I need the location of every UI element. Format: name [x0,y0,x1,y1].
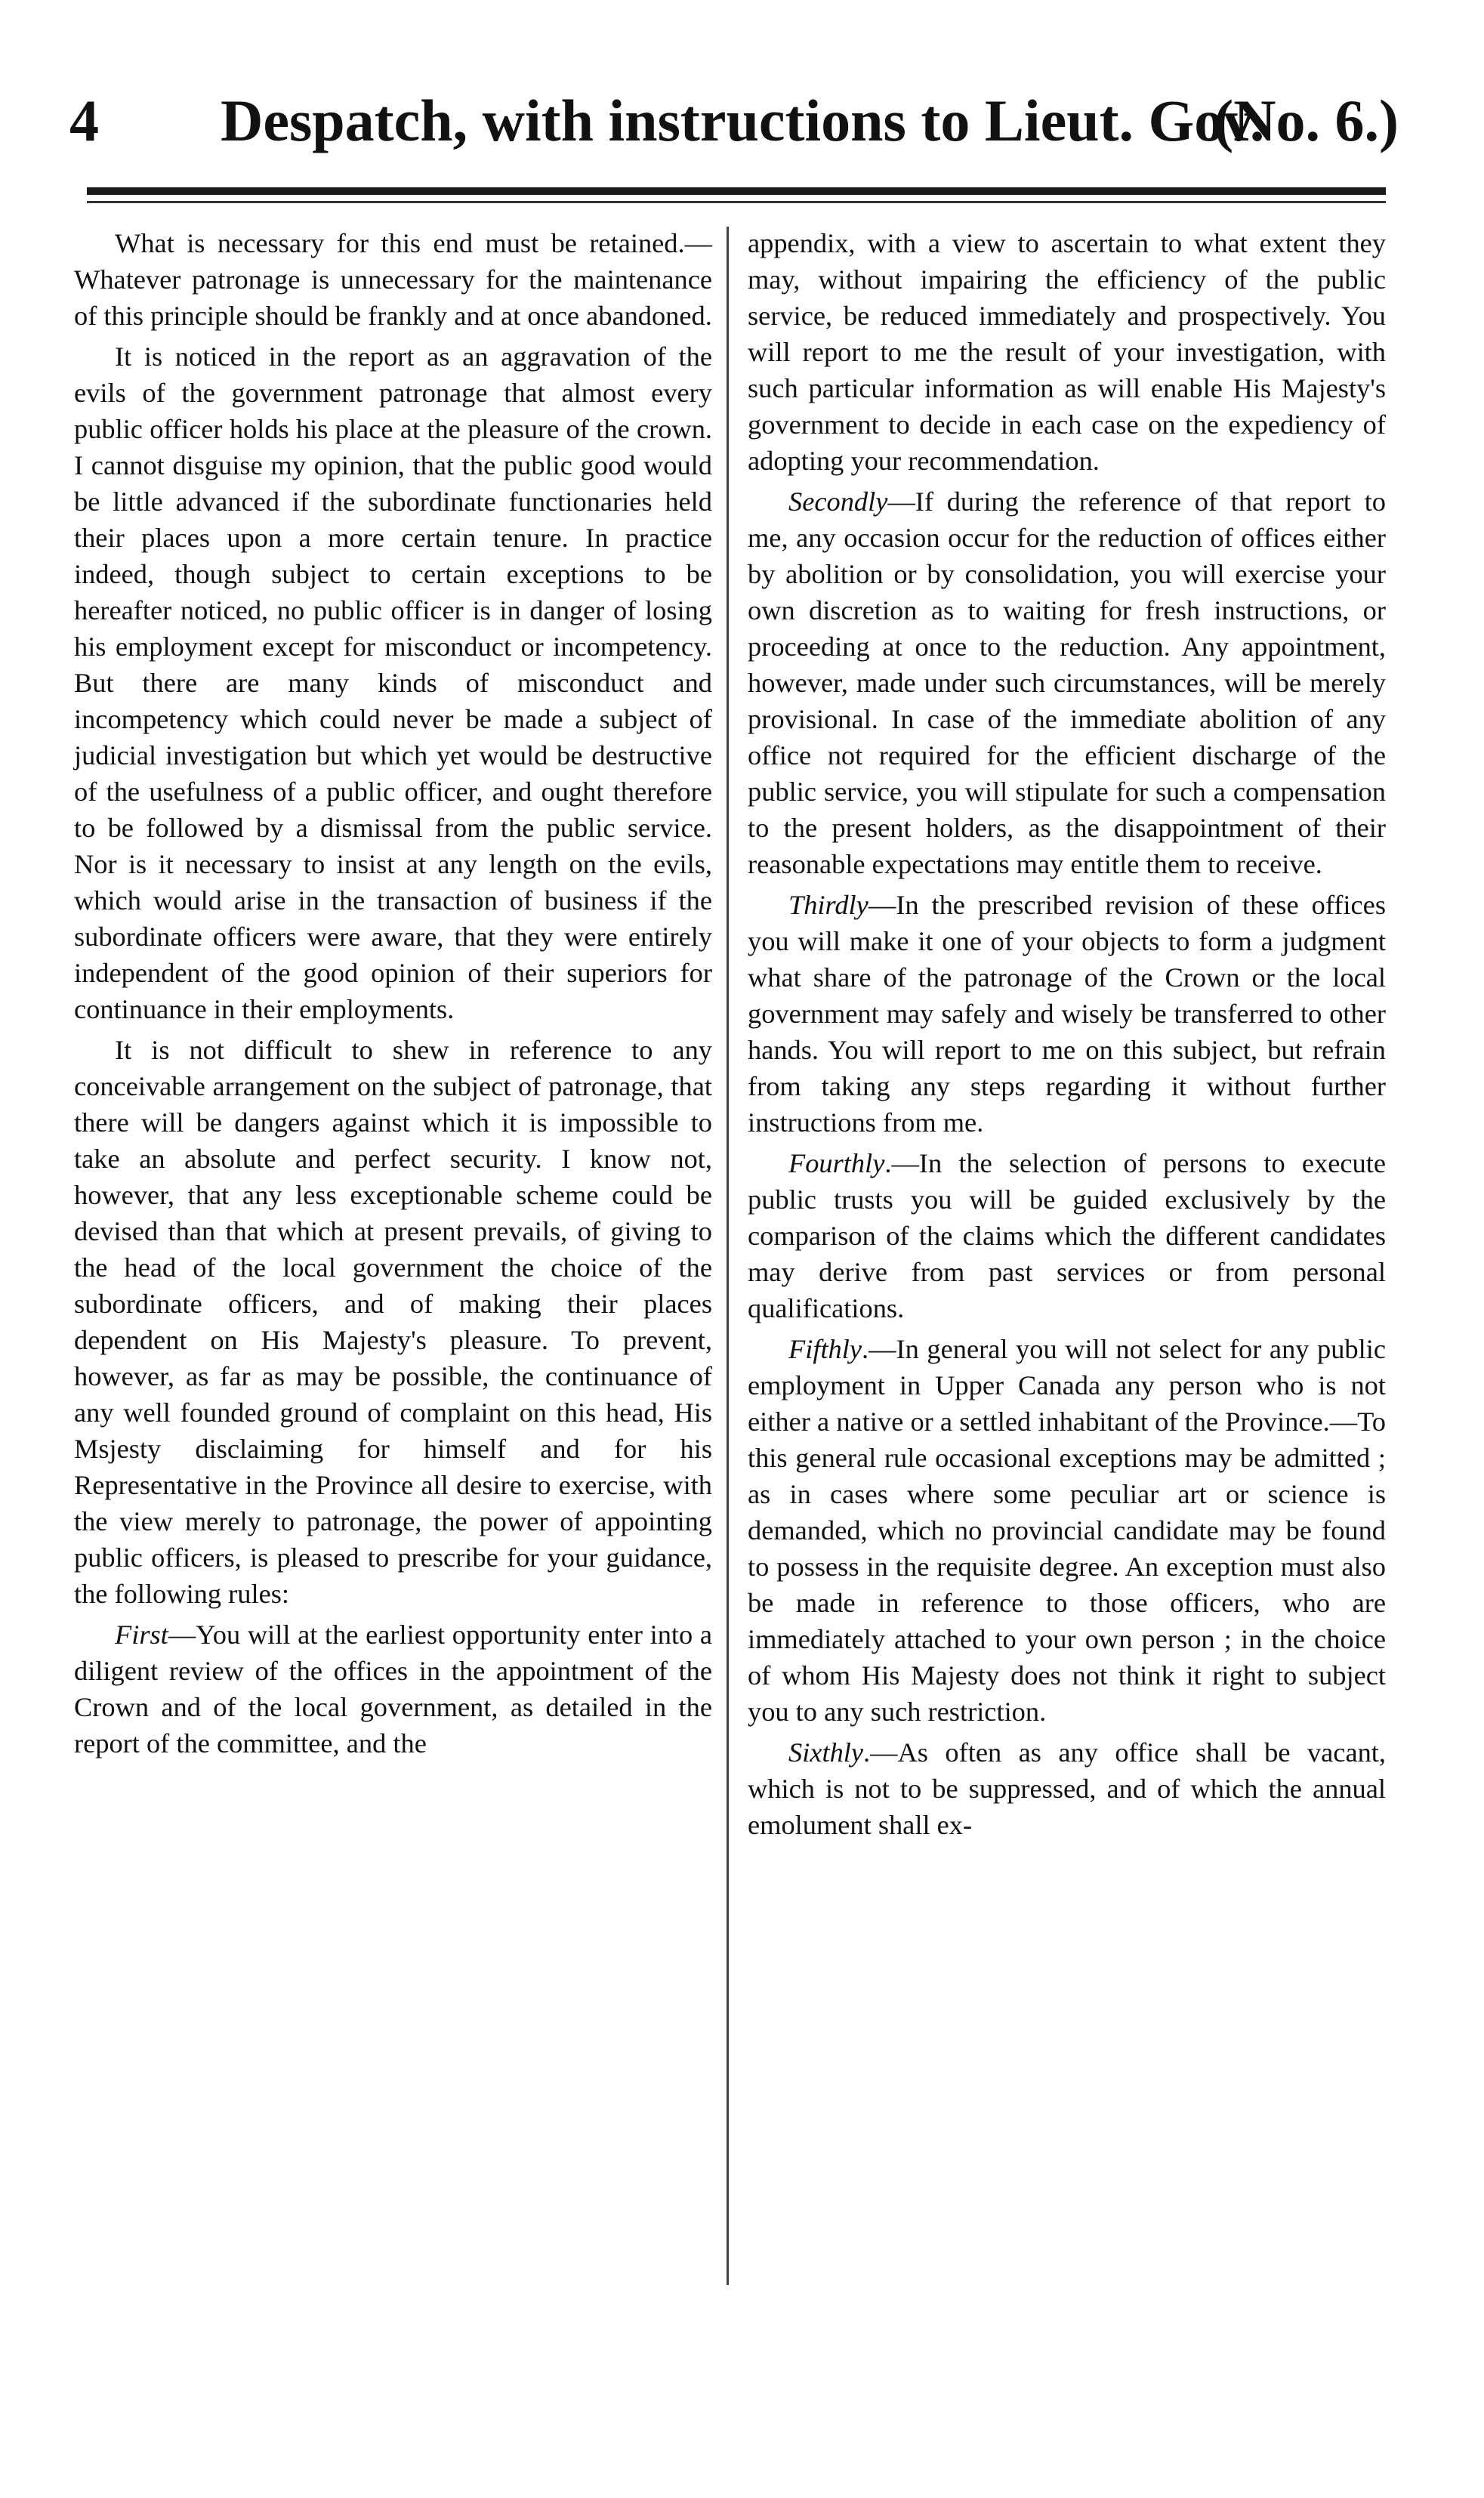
paragraph [74,225,712,334]
left-column [74,225,712,1762]
header-rule-thick [87,187,1386,195]
paragraph-first-rule [74,1616,712,1762]
paragraph-text: —You will at the earliest opportunity enter into a diligent review of the offices in the appointment of the Crown and of the local government, as detailed in the report of the committee, and the [74,1620,712,1758]
column-divider [727,227,729,2285]
paragraph [74,338,712,1027]
paragraph [74,1032,712,1612]
running-title: Despatch, with instructions to Lieut. Gov. [221,88,1265,153]
paragraph-fourth-rule [748,1145,1386,1326]
document-number: (No. 6.) [1214,88,1399,153]
paragraph-text: .—As often as any office shall be vacant, which is not to be suppressed, and of which the annual emolument shall ex- [748,1737,1386,1840]
paragraph-continuation [748,225,1386,479]
rule-lead-word: Secondly [788,486,888,517]
rule-lead-word: Fourthly [788,1148,885,1178]
paragraph-sixth-rule [748,1734,1386,1843]
rule-lead-word: Sixthly [788,1737,864,1768]
rule-lead-word: Fifthly [788,1334,862,1364]
header-rule-thin [87,201,1386,203]
paragraph-text: .—In general you will not select for any public employment in Upper Canada any person who is not either a native or a settled inhabitant of the Province.—To this general rule occasional exceptions may be admitted ; as in cases where some peculiar art or science is demanded, which no provincial candidate may be found to possess in the requisite degree. An exception must also be made in reference to those officers, who are immediately attached to your own person ; in the choice of whom His Majesty does not think it right to subject you to any such restriction. [748,1334,1386,1727]
paragraph-text: —If during the reference of that report to me, any occasion occur for the reduction of offices either by abolition or by consolidation, you will exercise your own discretion as to waiting for fresh instructions, or proceeding at once to the reduction. Any appointment, however, made under such circumstances, will be merely provisional. In case of the immediate abolition of any office not required for the efficient discharge of the public service, you will stipulate for such a compensation to the present holders, as the disappointment of their reasonable expectations may entitle them to receive. [748,486,1386,879]
right-column [748,225,1386,1843]
paragraph-text: It is not difficult to shew in reference to any conceivable arrangement on the subject of patronage, that there will be dangers against which it is impossible to take an absolute and perfect security. I know not, however, that any less exceptionable scheme could be devised than that which at present prevails, of giving to the head of the local government the choice of the subordinate officers, and of making their places dependent on His Majesty's pleasure. To prevent, however, as far as may be possible, the continuance of any well founded ground of complaint on this head, His Msjesty disclaiming for himself and for his Representative in the Province all desire to exercise, with the view merely to patronage, the power of appointing public officers, is pleased to prescribe for your guidance, the following rules: [74,1035,712,1609]
page-header [69,83,1399,166]
paragraph-text: What is necessary for this end must be retained.—Whatever patronage is unnecessary for the maintenance of this principle should be frankly and at once abandoned. [74,228,712,331]
paragraph-text: .—In the selection of persons to execute public trusts you will be guided exclusively by the comparison of the claims which the different candidates may derive from past services or from personal qualifications. [748,1148,1386,1323]
paragraph-second-rule [748,483,1386,882]
rule-lead-word: Thirdly [788,890,868,920]
paragraph-text: appendix, with a view to ascertain to what extent they may, without impairing the efficiency of the public service, be reduced immediately and prospectively. You will report to me the result of your investigation, with such particular information as will enable His Majesty's government to decide in each case on the expediency of adopting your recommendation. [748,228,1386,476]
paragraph-third-rule [748,887,1386,1141]
page-number: 4 [69,88,99,153]
paragraph-fifth-rule [748,1331,1386,1730]
rule-lead-word: First [115,1620,168,1650]
paragraph-text: It is noticed in the report as an aggravation of the evils of the government patronage that almost every public officer holds his place at the pleasure of the crown. I cannot disguise my opinion, that the public good would be little advanced if the subordinate functionaries held their places upon a more certain tenure. In practice indeed, though subject to certain exceptions to be hereafter noticed, no public officer is in danger of losing his employment except for misconduct or incompetency. But there are many kinds of misconduct and incompetency which could never be made a subject of judicial investigation but which yet would be destructive of the usefulness of a public officer, and ought therefore to be followed by a dismissal from the public service. Nor is it necessary to insist at any length on the evils, which would arise in the transaction of business if the subordinate officers were aware, that they were entirely independent of the good opinion of their superiors for continuance in their employments. [74,341,712,1024]
paragraph-text: —In the prescribed revision of these offices you will make it one of your objects to form a judgment what share of the patronage of the Crown or the local government may safely and wisely be transferred to other hands. You will report to me on this subject, but refrain from taking any steps regarding it without further instructions from me. [748,890,1386,1138]
